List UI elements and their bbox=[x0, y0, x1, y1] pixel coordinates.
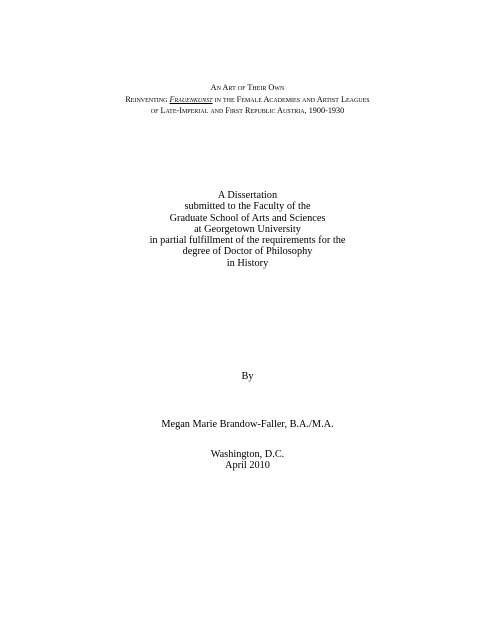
title-line-1: An Art of Their Own bbox=[210, 83, 285, 92]
statement-line: at Georgetown University bbox=[194, 223, 301, 235]
title-italic-term: Frauenkunst bbox=[169, 94, 213, 104]
statement-line: Graduate School of Arts and Sciences bbox=[169, 212, 326, 224]
statement-line: in partial fulfillment of the requirements for the bbox=[149, 235, 346, 247]
statement-line: A Dissertation bbox=[217, 190, 278, 201]
title-line-2-end: in the Female Academies and Artist Leagues bbox=[212, 94, 370, 104]
dissertation-title bbox=[0, 82, 495, 117]
statement-line: submitted to the Faculty of the bbox=[184, 201, 311, 213]
imprint-date: April 2010 bbox=[225, 460, 270, 472]
statement-line: in History bbox=[226, 257, 269, 269]
imprint-place: Washington, D.C. bbox=[210, 449, 285, 460]
imprint bbox=[0, 449, 495, 472]
by-label: By bbox=[241, 371, 254, 382]
dissertation-statement bbox=[0, 190, 495, 269]
title-line-2 bbox=[0, 94, 495, 106]
statement-line: degree of Doctor of Philosophy bbox=[182, 246, 313, 258]
title-line-3: of Late-Imperial and First Republic Austria, 1900-1930 bbox=[150, 106, 345, 115]
author-name: Megan Marie Brandow-Faller, B.A./M.A. bbox=[161, 419, 334, 430]
title-line-2-start: Reinventing bbox=[125, 94, 170, 104]
